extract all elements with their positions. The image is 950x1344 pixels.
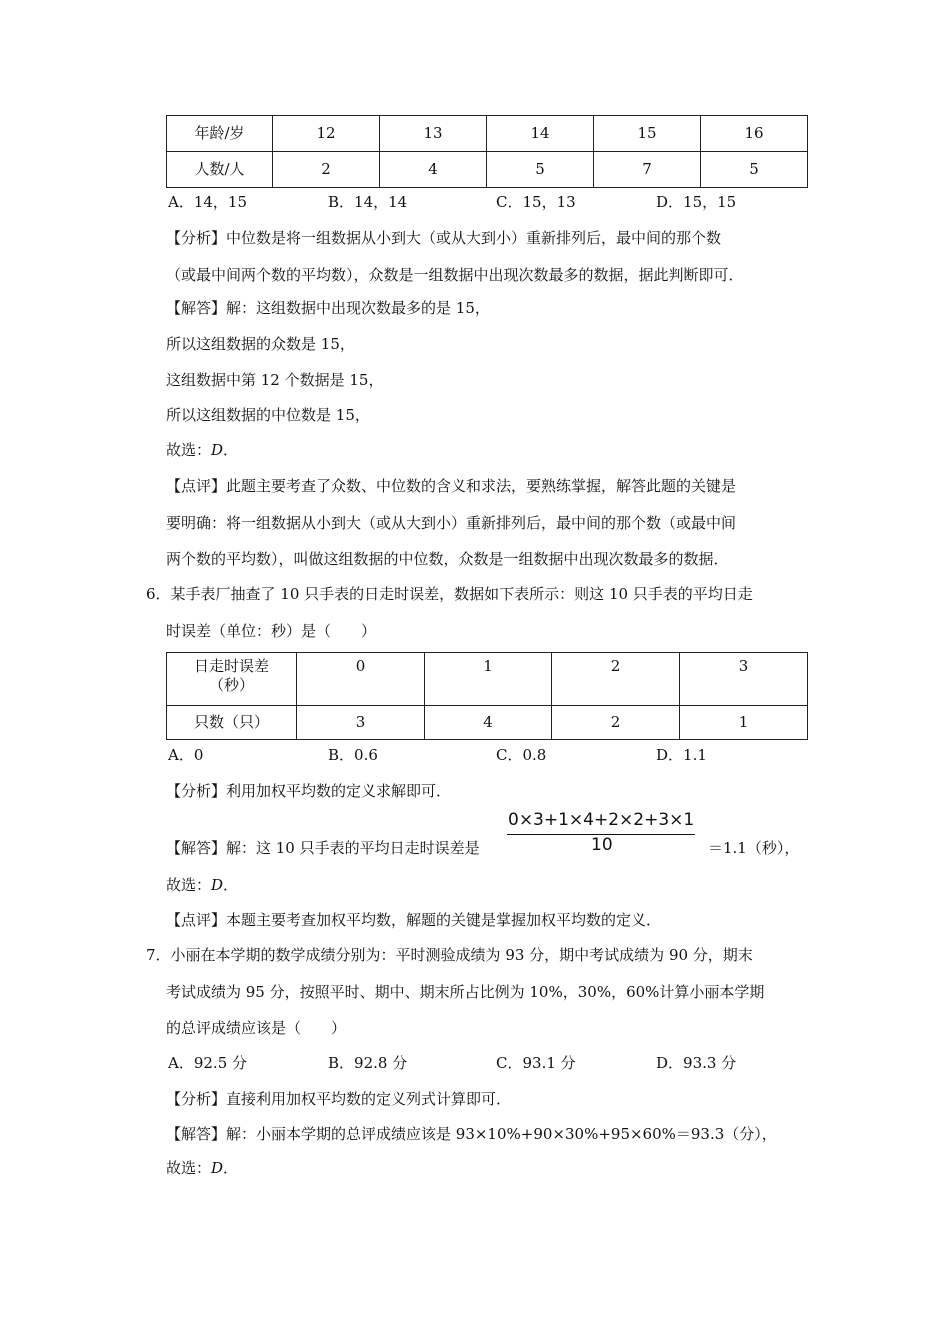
table-cell: 14	[487, 116, 594, 152]
analysis-text: 【分析】利用加权平均数的定义求解即可．	[166, 782, 452, 800]
table-cell: 1	[680, 706, 808, 740]
option-c: C．0.8	[496, 746, 547, 764]
table-header-cell: 日走时误差 （秒）	[167, 653, 297, 706]
option-a: A．92.5 分	[168, 1054, 247, 1072]
table-row	[167, 653, 808, 706]
table-cell: 3	[297, 706, 425, 740]
question-stem: 考试成绩为 95 分，按照平时、期中、期末所占比例为 10%，30%，60%计算小丽本学期	[166, 983, 765, 1001]
solution-text: 【解答】解：小丽本学期的总评成绩应该是 93×10%+90×30%+95×60%＝93.3（分），	[166, 1125, 777, 1143]
table-cell: 人数/人	[167, 152, 273, 188]
analysis-text: 【分析】直接利用加权平均数的定义列式计算即可．	[166, 1090, 512, 1108]
solution-result: ＝1.1（秒），	[708, 839, 800, 857]
solution-text: 【解答】解：这组数据中出现次数最多的是 15，	[166, 299, 490, 317]
table-cell: 2	[552, 706, 680, 740]
table-cell: 16	[701, 116, 808, 152]
table-cell: 0	[297, 653, 425, 706]
question-stem: 7．小丽在本学期的数学成绩分别为：平时测验成绩为 93 分，期中考试成绩为 90 分，期末	[146, 946, 753, 964]
table-cell: 15	[594, 116, 701, 152]
solution-text: 【解答】解：这 10 只手表的平均日走时误差是	[166, 839, 480, 857]
answer-choice: 故选：D．	[166, 441, 239, 459]
solution-text: 所以这组数据的中位数是 15，	[166, 406, 370, 424]
answer-choice: 故选：D．	[166, 1159, 239, 1177]
option-d: D．93.3 分	[656, 1054, 737, 1072]
solution-text: 这组数据中第 12 个数据是 15，	[166, 371, 384, 389]
analysis-text: 【分析】中位数是将一组数据从小到大（或从大到小）重新排列后，最中间的那个数	[166, 229, 722, 247]
age-count-table	[166, 115, 808, 188]
answer-choice: 故选：D．	[166, 876, 239, 894]
table-cell: 4	[380, 152, 487, 188]
table-cell: 只数（只）	[167, 706, 297, 740]
analysis-text: （或最中间两个数的平均数），众数是一组数据中出现次数最多的数据，据此判断即可．	[166, 266, 744, 284]
table-cell: 7	[594, 152, 701, 188]
option-b: B．92.8 分	[328, 1054, 408, 1072]
option-c: C．93.1 分	[496, 1054, 576, 1072]
option-d: D．1.1	[656, 746, 707, 764]
table-row	[167, 152, 808, 188]
table-cell: 2	[273, 152, 380, 188]
table-row	[167, 706, 808, 740]
table-cell: 4	[425, 706, 552, 740]
comment-text: 两个数的平均数），叫做这组数据的中位数，众数是一组数据中出现次数最多的数据．	[166, 550, 729, 568]
option-d: D．15，15	[656, 193, 737, 211]
table-cell: 5	[701, 152, 808, 188]
question-stem: 的总评成绩应该是（ ）	[166, 1019, 347, 1037]
fraction-expression	[507, 810, 697, 860]
table-cell: 13	[380, 116, 487, 152]
option-c: C．15，13	[496, 193, 576, 211]
option-a: A．0	[168, 746, 204, 764]
table-cell: 2	[552, 653, 680, 706]
comment-text: 【点评】本题主要考查加权平均数，解题的关键是掌握加权平均数的定义．	[166, 911, 662, 929]
table-row	[167, 116, 808, 152]
table-cell: 12	[273, 116, 380, 152]
question-stem: 时误差（单位：秒）是（ ）	[166, 622, 377, 640]
table-cell: 3	[680, 653, 808, 706]
solution-text: 所以这组数据的众数是 15，	[166, 335, 355, 353]
option-b: B．14，14	[328, 193, 408, 211]
table-cell: 5	[487, 152, 594, 188]
watch-error-table	[166, 652, 808, 740]
option-a: A．14，15	[168, 193, 248, 211]
question-stem: 6．某手表厂抽查了 10 只手表的日走时误差，数据如下表所示：则这 10 只手表的平均日走	[146, 585, 753, 603]
comment-text: 【点评】此题主要考查了众数、中位数的含义和求法，要熟练掌握，解答此题的关键是	[166, 477, 737, 495]
table-cell: 年龄/岁	[167, 116, 273, 152]
fraction-denominator: 10	[591, 835, 613, 855]
comment-text: 要明确：将一组数据从小到大（或从大到小）重新排列后，最中间的那个数（或最中间	[166, 514, 737, 532]
table-cell: 1	[425, 653, 552, 706]
option-b: B．0.6	[328, 746, 378, 764]
fraction-numerator: 0×3+1×4+2×2+3×1	[508, 810, 695, 830]
